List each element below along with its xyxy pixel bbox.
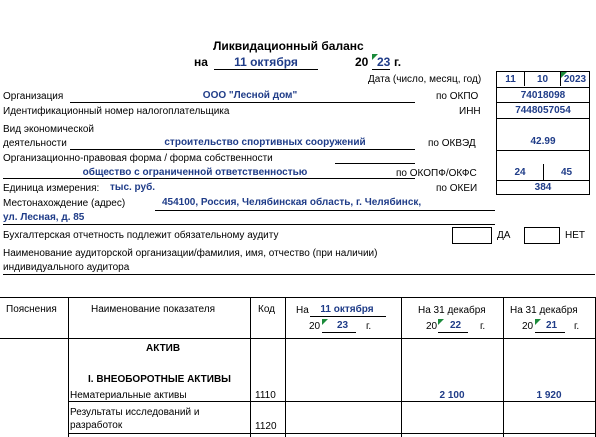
- row-2-code: 1120: [255, 421, 277, 432]
- date-year-prefix: 20: [355, 55, 369, 69]
- location-label: Местонахождение (адрес): [3, 198, 126, 209]
- date-month-cell: 10: [525, 72, 561, 86]
- header-col2-unit: г.: [480, 321, 486, 332]
- header-col1-prefix: На: [296, 305, 309, 316]
- header-col2-year-prefix: 20: [426, 321, 438, 332]
- legal-form-value: общество с ограниченной ответственностью: [82, 167, 308, 178]
- header-col1-year-suffix: 23: [337, 320, 349, 331]
- okpo-code: 74018098: [520, 89, 566, 101]
- unit-value: тыс. руб.: [110, 182, 156, 193]
- header-col1-unit: г.: [366, 321, 372, 332]
- okopf-code: 24: [497, 164, 544, 180]
- row-1-v2: 2 100: [439, 390, 465, 401]
- row-1-v3: 1 920: [536, 390, 562, 401]
- page-title: Ликвидационный баланс: [213, 39, 364, 53]
- okpo-label: по ОКПО: [436, 91, 479, 102]
- activity-value: строительство спортивных сооружений: [164, 137, 366, 148]
- section-assets: АКТИВ: [146, 343, 181, 354]
- date-day-month: 11 октября: [234, 55, 298, 69]
- header-code: Код: [258, 304, 276, 315]
- audit-no-checkbox[interactable]: [524, 227, 560, 244]
- inn-code-label: ИНН: [459, 106, 481, 117]
- audit-yes-checkbox[interactable]: [452, 227, 492, 244]
- row-2-name-2: разработок: [70, 420, 123, 431]
- header-col3-year-prefix: 20: [522, 321, 534, 332]
- date-label: Дата (число, месяц, год): [368, 74, 482, 85]
- okved-label: по ОКВЭД: [428, 138, 476, 149]
- inn-label: Идентификационный номер налогоплательщика: [3, 106, 230, 117]
- header-col1-date: 11 октября: [320, 304, 374, 315]
- date-day-cell: 11: [497, 72, 525, 86]
- date-prefix: на: [194, 55, 208, 69]
- unit-label: Единица измерения:: [3, 183, 100, 194]
- subsection-noncurrent: I. ВНЕОБОРОТНЫЕ АКТИВЫ: [88, 374, 231, 385]
- location-value-1: 454100, Россия, Челябинская область, г. Челябинск,: [162, 197, 422, 208]
- okfs-code: 45: [560, 166, 573, 178]
- audit-label: Бухгалтерская отчетность подлежит обязательному аудиту: [3, 230, 279, 241]
- row-1-name: Нематериальные активы: [70, 390, 187, 401]
- header-col3-unit: г.: [574, 321, 580, 332]
- org-label: Организация: [3, 91, 64, 102]
- org-value: ООО "Лесной дом": [202, 90, 298, 101]
- okei-label: по ОКЕИ: [436, 183, 478, 194]
- header-col3-year-suffix: 21: [546, 320, 558, 331]
- header-col3-prefix: На 31 декабря: [510, 305, 578, 316]
- okei-code: 384: [534, 182, 552, 193]
- location-value-2: ул. Лесная, д. 85: [3, 212, 85, 223]
- inn-code: 7448057054: [515, 104, 571, 116]
- row-1-code: 1110: [255, 390, 276, 401]
- header-col1-year-prefix: 20: [309, 321, 321, 332]
- date-year-suffix: 23: [377, 55, 391, 69]
- auditor-label-1: Наименование аудиторской организации/фамилия, имя, отчество (при наличии): [3, 248, 378, 259]
- header-name: Наименование показателя: [91, 304, 215, 315]
- activity-label-1: Вид экономической: [3, 124, 94, 135]
- legal-form-label: Организационно-правовая форма / форма собственности: [3, 153, 273, 164]
- activity-label-2: деятельности: [3, 138, 67, 149]
- date-year-cell: 2023: [563, 73, 587, 85]
- auditor-label-2: индивидуального аудитора: [3, 262, 130, 273]
- date-year-unit: г.: [394, 55, 402, 69]
- okved-code: 42.99: [530, 136, 556, 147]
- okopf-label: по ОКОПФ/ОКФС: [396, 168, 477, 179]
- row-2-name-1: Результаты исследований и: [70, 407, 200, 418]
- header-col2-year-suffix: 22: [450, 320, 462, 331]
- audit-yes-label: ДА: [497, 230, 511, 241]
- audit-no-label: НЕТ: [565, 230, 585, 241]
- header-col2-prefix: На 31 декабря: [418, 305, 486, 316]
- header-notes: Пояснения: [6, 304, 57, 315]
